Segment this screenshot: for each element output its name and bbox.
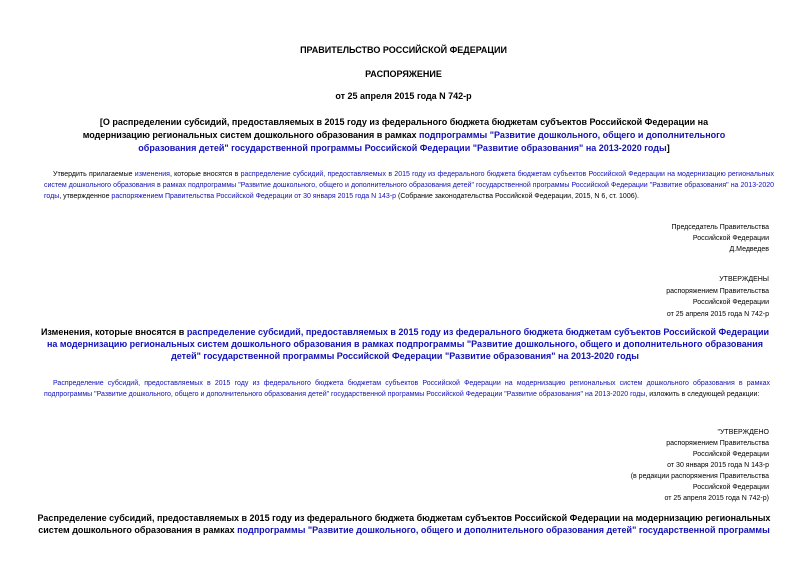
amendment-distribution-link[interactable]: Распределение субсидий, предоставляемых в 2015 году из федерального бюджета бюджетам субъектов Российской Федерации на модернизацию региональных систем дошкольного образования в рамках подпрограммы "Развитие дошкольного, общего и дополнительного образования детей" государственной программы Российской Федерации "Развитие образования" на 2013-2020 годы (44, 380, 770, 398)
distribution-link[interactable]: распределение субсидий, предоставляемых в 2015 году из федерального бюджета бюджетам субъектов Российской Федерации на модернизацию региональных систем дошкольного образования в рамках подпрограммы "Развитие дошкольного, общего и дополнительного образования детей" государственной программы Российской Федерации "Развитие образования" на 2013-2020 годы (44, 171, 775, 200)
document-type-heading: РАСПОРЯЖЕНИЕ (365, 69, 442, 79)
approval-line: от 30 января 2015 года N 143-р (667, 462, 769, 469)
changes-heading-link[interactable]: распределение субсидий, предоставляемых в 2015 году из федерального бюджета бюджетам субъектов Российской Федерации на модернизацию региональных систем дошкольного образования в рамках подпрограммы "Развитие дошкольного, общего и дополнительного образования детей" государственной программы Российской Федерации "Развитие образования" на 2013-2020 годы (46, 327, 770, 361)
para1-text-b: , которые вносятся в (169, 171, 241, 178)
document-title (80, 116, 728, 155)
signature-line: Российской Федерации (692, 235, 769, 242)
amendment-text: , изложить в следующей редакции: (645, 391, 760, 398)
para1-text-a: Утвердить прилагаемые (53, 171, 135, 178)
distribution-heading-link[interactable]: подпрограммы "Развитие дошкольного, общего и дополнительного образования детей" государственной программы (237, 525, 770, 535)
title-text: [О распределении субсидий, предоставляемых в 2015 году из федерального бюджета бюджетам субъектов Российской Федерации на модернизацию региональных систем дошкольного образования в рамках (82, 117, 709, 140)
approval-line: Российской Федерации (692, 484, 769, 491)
approval-line: (в редакции распоряжения Правительства (630, 473, 769, 480)
approval-line: Российской Федерации (692, 299, 769, 306)
changes-link[interactable]: изменения (134, 171, 170, 178)
signature-line: Председатель Правительства (671, 224, 769, 231)
order-paragraph (44, 169, 774, 202)
distribution-heading (34, 512, 774, 536)
changes-heading-text: Изменения, которые вносятся в (40, 327, 187, 337)
approval-line: УТВЕРЖДЕНЫ (719, 276, 769, 283)
order-143-link[interactable]: распоряжением Правительства Российской Федерации от 30 января 2015 года N 143-р (111, 193, 397, 200)
signature-block (672, 222, 769, 255)
approval-line: распоряжением Правительства (666, 287, 769, 295)
approval-line: Российской Федерации (692, 451, 769, 458)
approval-line: от 25 апреля 2015 года N 742-р) (664, 495, 769, 502)
title-program-link[interactable]: подпрограммы "Развитие дошкольного, общего и дополнительного образования детей" государственной программы Российской Федерации "Развитие образования" на 2013-2020 годы (138, 130, 726, 153)
approval-block (666, 274, 769, 320)
approval-line: от 25 апреля 2015 года N 742-р (666, 310, 769, 318)
amendment-paragraph (44, 378, 770, 400)
changes-heading (40, 326, 770, 362)
approval-line: "УТВЕРЖДЕНО (717, 429, 769, 436)
title-close: ] (666, 143, 670, 153)
approval-block-2 (631, 427, 769, 504)
document-date: от 25 апреля 2015 года N 742-р (335, 91, 472, 101)
approval-line: распоряжением Правительства (666, 440, 769, 447)
signature-name: Д.Медведев (729, 246, 769, 253)
government-heading: ПРАВИТЕЛЬСТВО РОССИЙСКОЙ ФЕДЕРАЦИИ (300, 45, 507, 55)
para1-text-d: (Собрание законодательства Российской Федерации, 2015, N 6, ст. 1006). (396, 193, 639, 200)
distribution-heading-text: Распределение субсидий, предоставляемых в 2015 году из федерального бюджета бюджетам субъектов Российской Федерации на модернизацию региональных систем дошкольного образования в рамках (37, 513, 771, 535)
para1-text-c: , утвержденное (59, 193, 112, 200)
